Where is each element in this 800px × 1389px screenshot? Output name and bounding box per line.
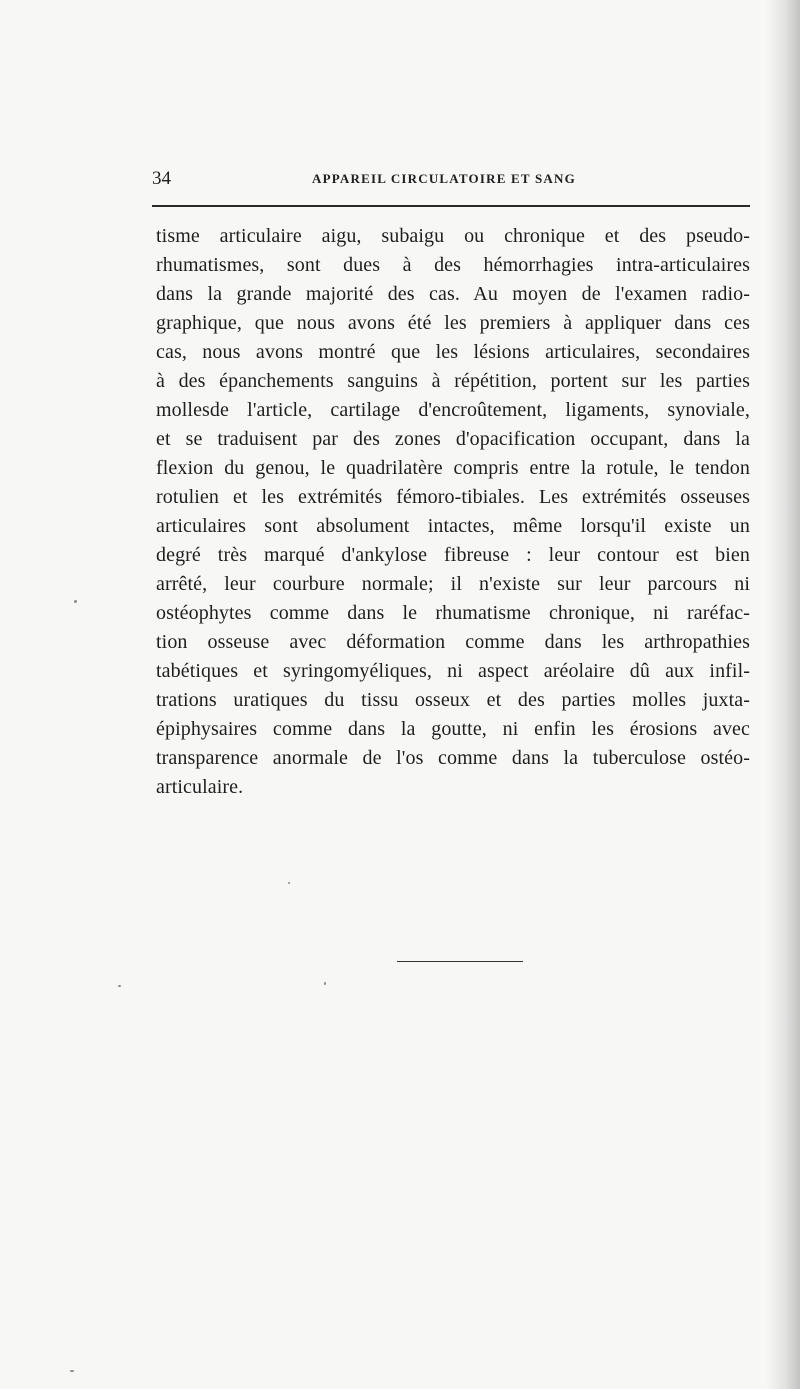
- header-rule: [152, 205, 750, 207]
- text-line: dans la grande majorité des cas. Au moyen de l'examen radio-: [156, 283, 750, 305]
- page-number: 34: [152, 168, 171, 189]
- section-end-rule: [397, 961, 523, 962]
- scan-speck: [118, 985, 121, 987]
- text-line: tisme articulaire aigu, subaigu ou chronique et des pseudo-: [156, 225, 750, 247]
- text-line: cas, nous avons montré que les lésions articulaires, secondaires: [156, 341, 750, 363]
- scan-speck: [70, 1370, 74, 1372]
- scan-speck: [74, 600, 77, 603]
- text-line: à des épanchements sanguins à répétition, portent sur les parties: [156, 370, 750, 392]
- text-line: tion osseuse avec déformation comme dans les arthropathies: [156, 631, 750, 653]
- text-line: flexion du genou, le quadrilatère compris entre la rotule, le tendon: [156, 457, 750, 479]
- text-line: et se traduisent par des zones d'opacification occupant, dans la: [156, 428, 750, 450]
- text-line: articulaires sont absolument intactes, même lorsqu'il existe un: [156, 515, 750, 537]
- text-line: articulaire.: [156, 776, 244, 798]
- text-line: ostéophytes comme dans le rhumatisme chronique, ni raréfac-: [156, 602, 750, 624]
- text-line: arrêté, leur courbure normale; il n'existe sur leur parcours ni: [156, 573, 750, 595]
- scan-edge-shadow: [766, 0, 800, 1389]
- text-line: rhumatismes, sont dues à des hémorrhagies intra-articulaires: [156, 254, 750, 276]
- scan-speck: [288, 882, 290, 884]
- text-line: rotulien et les extrémités fémoro-tibiales. Les extrémités osseuses: [156, 486, 750, 508]
- body-paragraph: [156, 222, 750, 802]
- text-line: épiphysaires comme dans la goutte, ni enfin les érosions avec: [156, 718, 750, 740]
- page-header: [152, 166, 750, 192]
- text-line: trations uratiques du tissu osseux et des parties molles juxta-: [156, 689, 750, 711]
- scan-speck: [324, 982, 326, 985]
- running-head: APPAREIL CIRCULATOIRE ET SANG: [312, 171, 576, 186]
- text-line: graphique, que nous avons été les premiers à appliquer dans ces: [156, 312, 750, 334]
- text-line: tabétiques et syringomyéliques, ni aspect aréolaire dû aux infil-: [156, 660, 750, 682]
- text-line: degré très marqué d'ankylose fibreuse : leur contour est bien: [156, 544, 750, 566]
- text-line: mollesde l'article, cartilage d'encroûtement, ligaments, synoviale,: [156, 399, 750, 421]
- text-line: transparence anormale de l'os comme dans la tuberculose ostéo-: [156, 747, 750, 769]
